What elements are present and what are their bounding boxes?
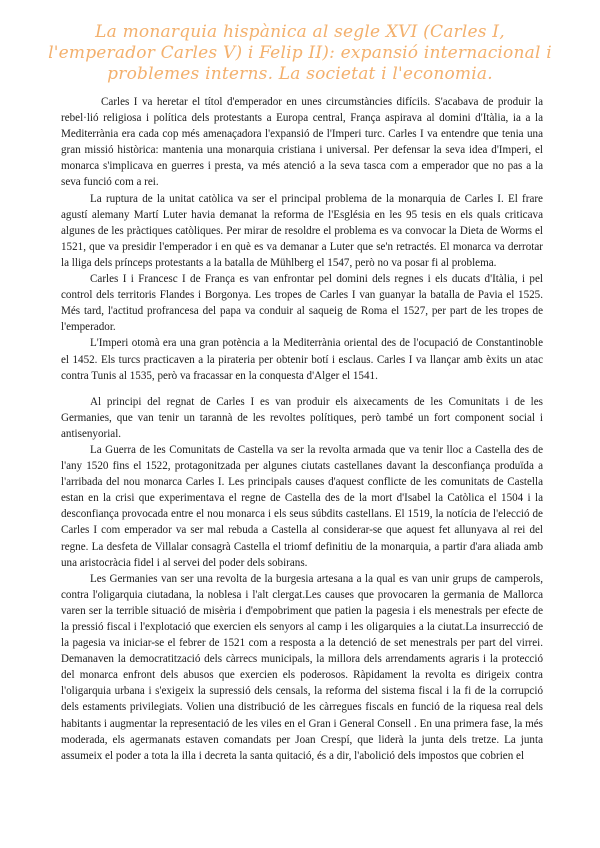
document-title: La monarquia hispànica al segle XVI (Carles I, l'emperador Carles V) i Felip II): expansió internacional i problemes interns. La societat i l'economia. xyxy=(48,22,552,84)
paragraph-1: Carles I va heretar el títol d'emperador en unes circumstàncies difícils. S'acabava de produir la rebel·lió religiosa i política dels protestants a Europa central, França aspirava al domini d'Itàlia, ia a la Mediterrània era cada cop més amenaçadora l'expansió de l'Imperi turc. Carles I va entendre que tenia una gran missió històrica: mantenia una monarquia cristiana i universal. Per defensar la seva idea d'Imperi, el monarca s'implicava en guerres i presta, va més atenció a la seva tasca com a emperador que no pas a la seva funció com a rei. xyxy=(61,96,543,189)
paragraph-4: L'Imperi otomà era una gran potència a la Mediterrània oriental des de l'ocupació de Constantinoble el 1452. Els turcs practicaven a la pirateria per obtenir botí i esclaus. Carles I va llançar amb èxits un atac contra Tunis al 1535, però va fracassar en la conquesta d'Alger el 1541. xyxy=(61,337,543,382)
paragraph-6: La Guerra de les Comunitats de Castella va ser la revolta armada que va tenir lloc a Castella des de l'any 1520 fins el 1522, protagonitzada per algunes ciutats castellanes davant la desconfiança produïda a l'arribada del nou monarca Carles I. Les principals causes d'aquest conflicte de les comunitats de Castella estan en la crisi que experimentava el regne de Castella des de la mort d'Isabel la Catòlica el 1504 i la desconfiança provocada entre el nou monarca i els seus súbdits castellans. El 1519, la notícia de l'elecció de Carles I com emperador va ser mal rebuda a Castella al considerar-se que aquest fet allunyava al rei del regne. La desfeta de Villalar consagrà Castella el triomf definitiu de la monarquia, a partir d'ara aliada amb una aristocràcia fidel i al servei del poder dels sobirans. xyxy=(61,443,543,569)
paragraph-3: Carles I i Francesc I de França es van enfrontar pel domini dels regnes i els ducats d'Itàlia, i pel control dels territoris Flandes i Borgonya. Les tropes de Carles I van guanyar la batalla de Pavia el 1525. Més tard, l'actitud profrancesa del papa va conduir al saqueig de Roma el 1527, per part de les tropes de l'emperador. xyxy=(61,273,543,334)
document-body xyxy=(61,94,543,764)
paragraph-7: Les Germanies van ser una revolta de la burgesia artesana a la qual es van unir grups de camperols, contra l'oligarquia ciutadana, la noblesa i l'alt clergat.Les causes que provocaren la germania de Mallorca varen ser la terrible situació de misèria i d'empobriment que patien la pagesia i els menestrals per efecte de la pressió fiscal i l'explotació que exercien els senyors al camp i les oligarquies a la ciutat.La insurrecció de la pagesia va iniciar-se el febrer de 1521 com a resposta a la detenció de set menestrals per part del virrei. Demanaven la democratització dels càrrecs municipals, la millora dels arrendaments agraris i la protecció del monarca enfront dels abusos que exercien els poderosos. Ràpidament la revolta es dirigeix contra l'oligarquia urbana i s'exigeix la supressió dels censals, la reforma del sistema fiscal i la fi de la corrupció dels estaments privilegiats. Volien una distribució de les càrregues fiscals en funció de la riquesa real dels habitants i augmentar la representació de les viles en el Gran i General Consell . En una primera fase, la més moderada, els agermanats estaven comandats per Joan Crespí, que liderà la junta dels tretze. La junta assumeix el poder a tota la illa i decreta la santa quitació, és a dir, l'abolició dels impostos que cobrien el xyxy=(61,572,543,762)
paragraph-5: Al principi del regnat de Carles I es van produir els aixecaments de les Comunitats i de les Germanies, que van tenir un tarannà de les revoltes polítiques, però també un fort component social i antisenyorial. xyxy=(61,395,543,440)
paragraph-2: La ruptura de la unitat catòlica va ser el principal problema de la monarquia de Carles I. El frare agustí alemany Martí Luter havia demanat la reforma de l'Església en les 95 tesis en els quals criticava algunes de les pràctiques catòliques. Per mirar de resoldre el problema es va convocar la Dieta de Worms el 1521, que va presidir l'emperador i en què es va demanar a Luter que se'n retractés. El monarca va derrotar la lliga dels prínceps protestants a la batalla de Mühlberg el 1547, però no va posar fi al problema. xyxy=(61,192,543,269)
